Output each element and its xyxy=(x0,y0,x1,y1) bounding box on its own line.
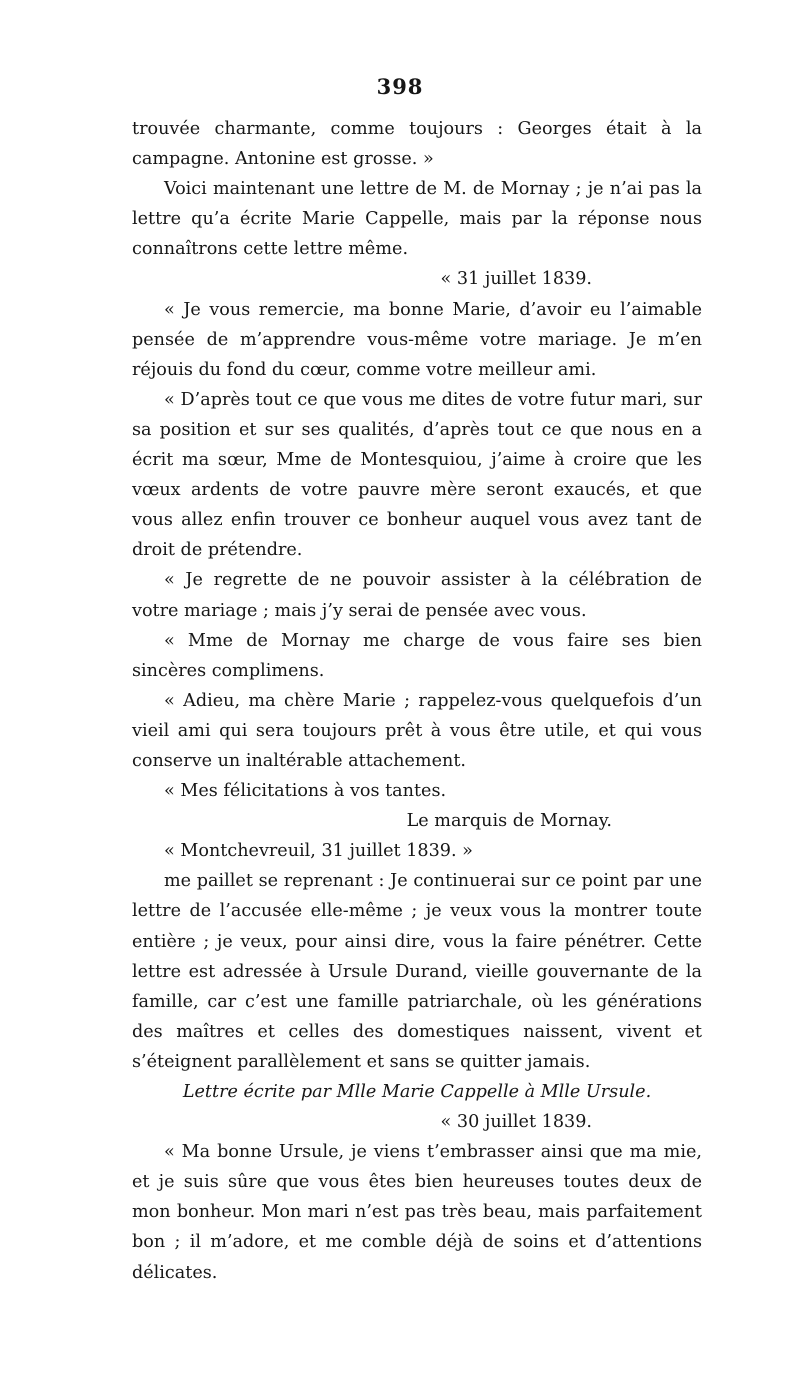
page-body xyxy=(132,114,702,1288)
letter-date: « 31 juillet 1839. xyxy=(440,269,592,290)
letter-place-date: « Montchevreuil, 31 juillet 1839. » xyxy=(164,841,473,862)
letter-paragraph: « Ma bonne Ursule, je viens t’embrasser ainsi que ma mie, et je suis sûre que vous êtes bien heureuses toutes deux de mon bonheur. Mon mari n’est pas très beau, mais parfaitement bon ; il m’adore, et me comble déjà de soins et d’attentions délicates. xyxy=(132,1142,702,1283)
paragraph-paillet: me paillet se reprenant : Je continuerai sur ce point par une lettre de l’accusée elle-même ; je veux vous la montrer toute entière ; je veux, pour ainsi dire, vous la faire pénétrer. Cette lettre est adressée à Ursule Durand, vieille gouvernante de la famille, car c’est une famille patriarchale, où les générations des maîtres et celles des domestiques naissent, vivent et s’éteignent parallèlement et sans se quitter jamais. xyxy=(132,871,702,1072)
page-number: 398 xyxy=(376,74,424,99)
letter-title: Lettre écrite par Mlle Marie Cappelle à Mlle Ursule. xyxy=(182,1082,652,1102)
letter-paragraph: « Mme de Mornay me charge de vous faire ses bien sincères complimens. xyxy=(132,630,702,681)
letter-paragraph: « Adieu, ma chère Marie ; rappelez-vous quelquefois d’un vieil ami qui sera toujours prêt à vous être utile, et qui vous conserve un inaltérable attachement. xyxy=(132,690,702,771)
letter-paragraph: « Mes félicitations à vos tantes. xyxy=(164,781,447,802)
letter-paragraph: « Je regrette de ne pouvoir assister à la célébration de votre mariage ; mais j’y serai de pensée avec vous. xyxy=(132,570,702,621)
letter-paragraph: « Je vous remercie, ma bonne Marie, d’avoir eu l’aimable pensée de m’apprendre vous-même votre mariage. Je m’en réjouis du fond du cœur, comme votre meilleur ami. xyxy=(132,299,702,380)
paragraph-intro-mornay-letter: Voici maintenant une lettre de M. de Mornay ; je n’ai pas la lettre qu’a écrite Marie Cappelle, mais par la réponse nous connaîtrons cette lettre même. xyxy=(132,179,702,260)
letter-date: « 30 juillet 1839. xyxy=(440,1112,592,1133)
letter-paragraph: « D’après tout ce que vous me dites de votre futur mari, sur sa position et sur ses qualités, d’après tout ce que nous en a écrit ma sœur, Mme de Montesquiou, j’aime à croire que les vœux ardents de votre pauvre mère seront exaucés, et que vous allez enfin trouver ce bonheur auquel vous avez tant de droit de prétendre. xyxy=(132,389,702,561)
letter-signature: Le marquis de Mornay. xyxy=(406,811,612,832)
paragraph-continuation: trouvée charmante, comme toujours : Georges était à la campagne. Antonine est grosse. » xyxy=(132,119,702,170)
